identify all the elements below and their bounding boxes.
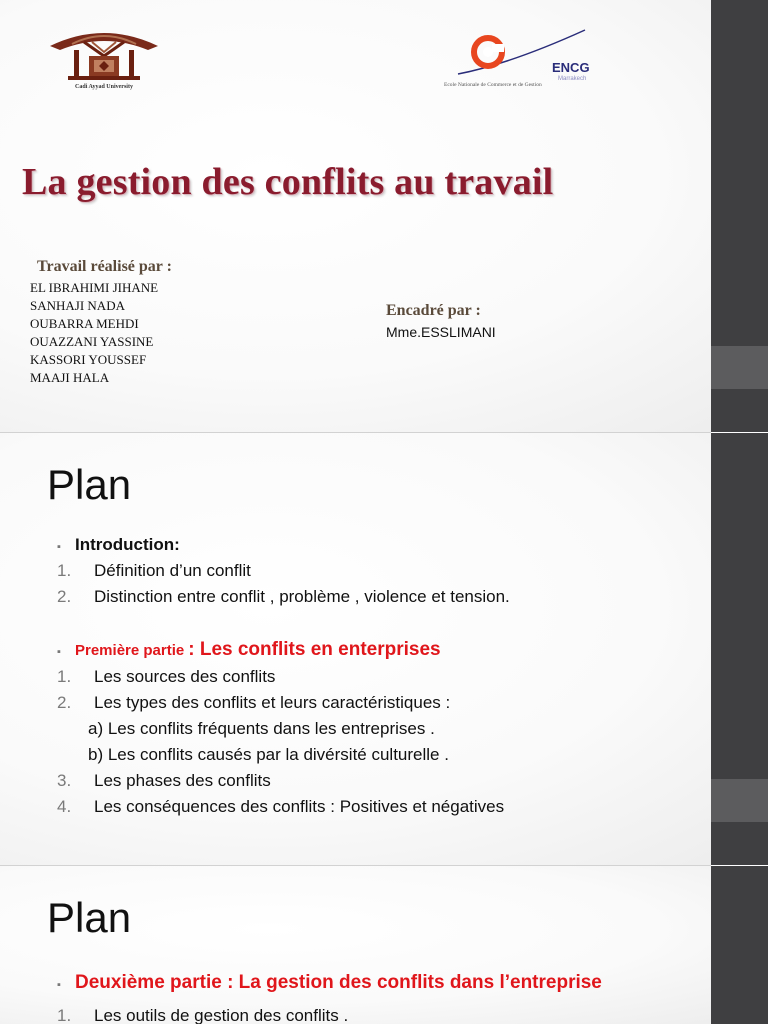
- intro-label: Introduction:: [75, 535, 180, 554]
- list-item: [57, 667, 275, 691]
- encg-city: Marrakech: [558, 76, 587, 82]
- author-name: MAAJI HALA: [30, 370, 110, 385]
- university-logo-caption: Cadi Ayyad University: [75, 84, 133, 90]
- list-item: [57, 1006, 348, 1024]
- university-emblem-icon: [44, 22, 164, 84]
- item-number: 2.: [57, 587, 72, 606]
- item-number: 1.: [57, 1006, 72, 1024]
- supervisor-name: Mme.ESSLIMANI: [386, 324, 496, 340]
- square-bullet-icon: ▪: [57, 979, 61, 991]
- list-item: [57, 561, 251, 585]
- author-name: EL IBRAHIMI JIHANE: [30, 280, 159, 295]
- author-name: OUAZZANI YASSINE: [30, 334, 154, 349]
- item-text: Les types des conflits et leurs caractéristiques :: [94, 693, 451, 712]
- cadi-ayyad-university-logo: [44, 22, 164, 94]
- encg-emblem-icon: [440, 28, 615, 84]
- sub-list-item: [57, 745, 449, 769]
- part2-label: Deuxième partie : La gestion des conflits dans l’entreprise: [75, 972, 602, 993]
- sidebar-accent: [711, 779, 768, 822]
- plan-title: Plan: [47, 894, 132, 941]
- sub-item-text: a) Les conflits fréquents dans les entreprises .: [88, 719, 435, 738]
- item-text: Distinction entre conflit , problème , violence et tension.: [94, 587, 510, 606]
- item-number: 4.: [57, 797, 72, 816]
- part1-title: : Les conflits en enterprises: [188, 639, 441, 660]
- title-slide: [0, 0, 768, 432]
- sidebar-accent: [711, 346, 768, 389]
- authors-heading: Travail réalisé par :: [37, 258, 172, 275]
- part1-label: Première partie: [75, 642, 185, 659]
- item-text: Les phases des conflits: [94, 771, 271, 790]
- square-bullet-icon: ▪: [57, 646, 61, 658]
- supervisor-heading: Encadré par :: [386, 302, 481, 319]
- author-name: OUBARRA MEHDI: [30, 316, 139, 331]
- item-number: 1.: [57, 561, 72, 580]
- square-bullet-icon: ▪: [57, 541, 61, 553]
- encg-subtitle: Ecole Nationale de Commerce et de Gestion: [444, 82, 542, 88]
- item-number: 3.: [57, 771, 72, 790]
- item-text: Les sources des conflits: [94, 667, 276, 686]
- plan-title: Plan: [47, 461, 132, 508]
- author-name: SANHAJI NADA: [30, 298, 125, 313]
- plan-slide-2: [0, 866, 768, 1024]
- list-item: [57, 771, 271, 795]
- item-number: 1.: [57, 667, 72, 686]
- item-number: 2.: [57, 693, 72, 712]
- sub-item-text: b) Les conflits causés par la divérsité culturelle .: [88, 745, 449, 764]
- authors-list: [30, 279, 158, 387]
- presentation-title: La gestion des conflits au travail: [22, 161, 554, 203]
- list-item: [57, 693, 450, 717]
- sub-list-item: [57, 719, 435, 743]
- list-item: [57, 797, 504, 821]
- author-name: KASSORI YOUSSEF: [30, 352, 147, 367]
- intro-heading: [57, 535, 180, 559]
- plan-slide-1: [0, 433, 768, 865]
- list-item: [57, 587, 510, 611]
- encg-logo: [440, 28, 615, 96]
- item-text: Définition d’un conflit: [94, 561, 251, 580]
- encg-wordmark: ENCG: [552, 60, 590, 75]
- item-text: Les outils de gestion des conflits .: [94, 1006, 349, 1024]
- part1-heading: [57, 639, 441, 663]
- item-text: Les conséquences des conflits : Positives et négatives: [94, 797, 505, 816]
- slide-sidebar: [711, 866, 768, 1024]
- part2-heading: [57, 972, 602, 996]
